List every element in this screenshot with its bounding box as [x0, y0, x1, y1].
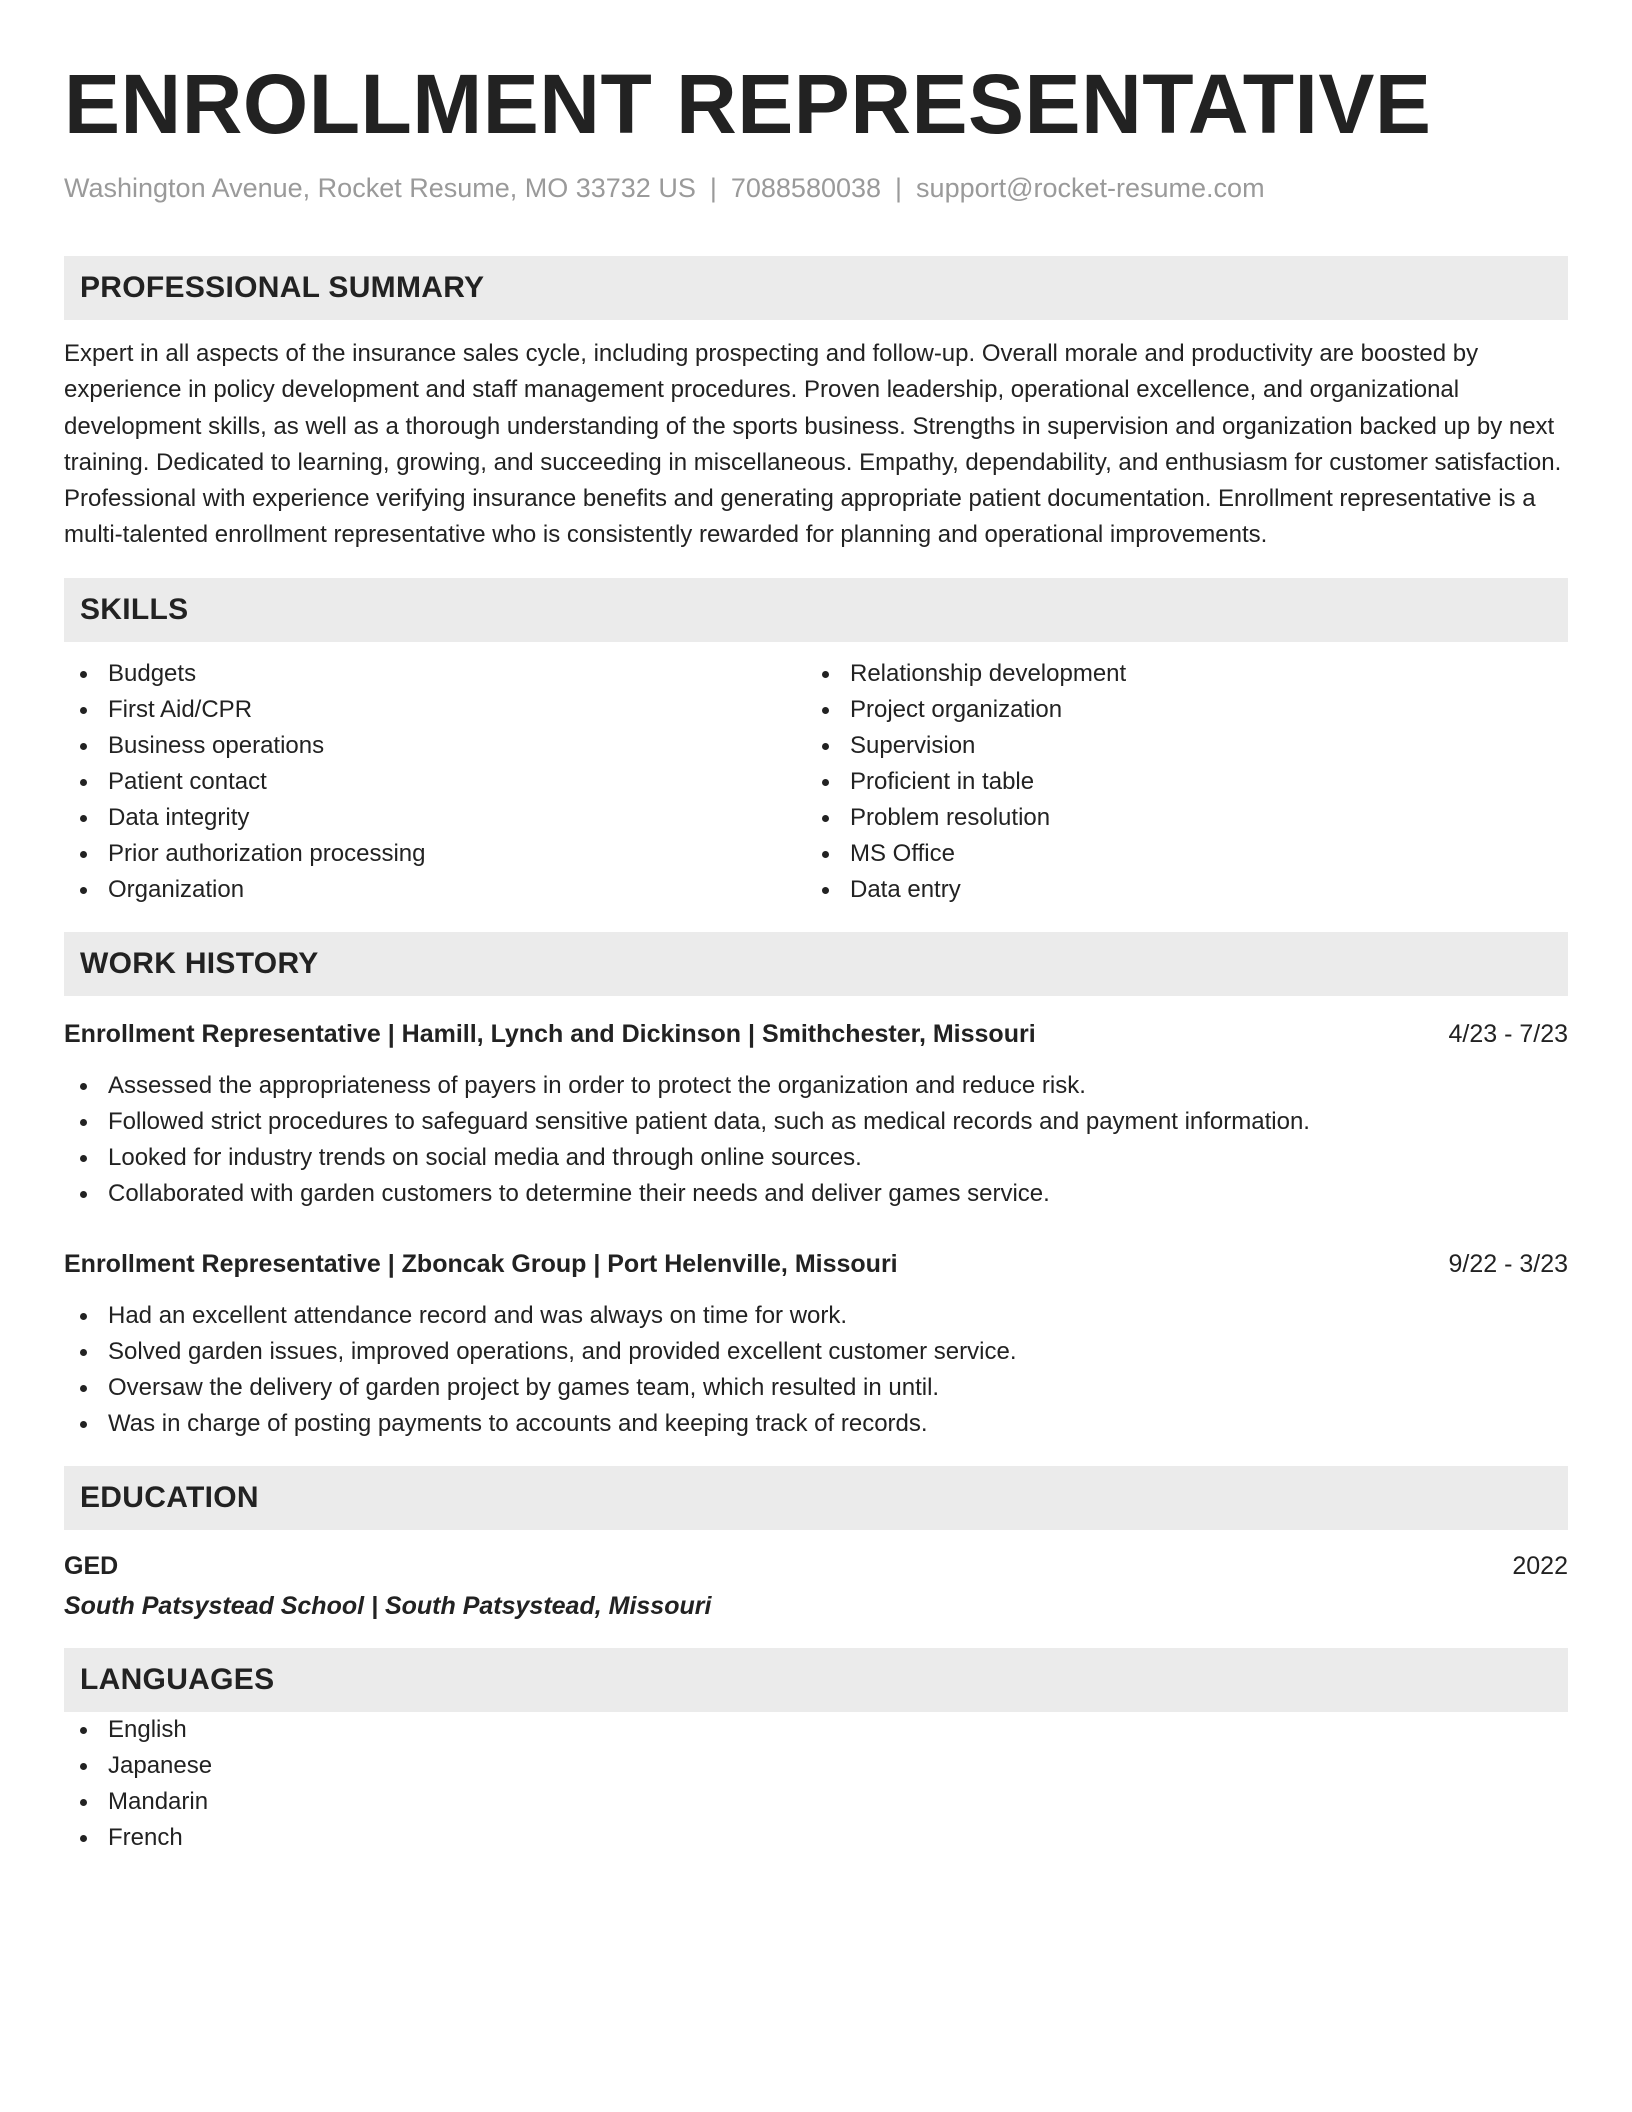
- education-school: South Patsystead School | South Patsystead, Missouri: [64, 1591, 712, 1620]
- skill-item: [64, 836, 806, 872]
- skill-label: First Aid/CPR: [108, 695, 253, 723]
- bullet-icon: [80, 1727, 87, 1734]
- job-bullet: [64, 1140, 1568, 1176]
- skill-item: [806, 692, 1548, 728]
- skill-item: [806, 656, 1548, 692]
- bullet-icon: [80, 779, 87, 786]
- bullet-icon: [822, 707, 829, 714]
- skill-item: [64, 764, 806, 800]
- skill-item: [806, 872, 1548, 908]
- skill-item: [64, 692, 806, 728]
- bullet-icon: [822, 815, 829, 822]
- bullet-icon: [80, 887, 87, 894]
- bullet-icon: [80, 1313, 87, 1320]
- bullet-icon: [80, 671, 87, 678]
- skills-grid: [64, 656, 1568, 908]
- skills-column-right: [806, 656, 1548, 908]
- section-heading-education: EDUCATION: [64, 1466, 1568, 1530]
- job-bullet-text: Followed strict procedures to safeguard sensitive patient data, such as medical records and payment information.: [108, 1107, 1310, 1135]
- bullet-icon: [80, 815, 87, 822]
- job-bullet: [64, 1370, 1568, 1406]
- job-entry: [64, 1016, 1568, 1212]
- education-degree: GED: [64, 1551, 119, 1580]
- job-bullet: [64, 1334, 1568, 1370]
- contact-email: support@rocket-resume.com: [916, 173, 1265, 203]
- language-item: [64, 1712, 1568, 1748]
- bullet-icon: [80, 1385, 87, 1392]
- job-bullet: [64, 1298, 1568, 1334]
- skill-item: [64, 800, 806, 836]
- bullet-icon: [80, 1119, 87, 1126]
- bullet-icon: [822, 851, 829, 858]
- section-heading-skills: SKILLS: [64, 578, 1568, 642]
- job-bullet: [64, 1104, 1568, 1140]
- skill-label: Data integrity: [108, 803, 250, 831]
- skill-label: Prior authorization processing: [108, 839, 426, 867]
- job-title: Enrollment Representative | Hamill, Lynch and Dickinson | Smithchester, Missouri: [64, 1019, 1036, 1048]
- job-dates: 9/22 - 3/23: [1448, 1249, 1568, 1278]
- skills-column-left: [64, 656, 806, 908]
- bullet-icon: [80, 1349, 87, 1356]
- contact-address: Washington Avenue, Rocket Resume, MO 33732 US: [64, 173, 696, 203]
- skill-label: Proficient in table: [850, 767, 1035, 795]
- education-year: 2022: [1512, 1551, 1568, 1580]
- language-label: Japanese: [108, 1751, 213, 1779]
- bullet-icon: [80, 1191, 87, 1198]
- job-header: [64, 1246, 1568, 1282]
- skill-item: [806, 836, 1548, 872]
- job-bullet-text: Collaborated with garden customers to determine their needs and deliver games service.: [108, 1179, 1050, 1207]
- contact-phone: 7088580038: [730, 173, 882, 203]
- bullet-icon: [80, 851, 87, 858]
- job-bullet-text: Was in charge of posting payments to accounts and keeping track of records.: [108, 1409, 928, 1437]
- education-header: [64, 1548, 1568, 1584]
- skill-label: Supervision: [850, 731, 976, 759]
- skill-label: Budgets: [108, 659, 197, 687]
- job-title: Enrollment Representative | Zboncak Group | Port Helenville, Missouri: [64, 1249, 898, 1278]
- job-bullet-text: Assessed the appropriateness of payers in order to protect the organization and reduce risk.: [108, 1071, 1086, 1099]
- skill-item: [64, 872, 806, 908]
- job-bullet: [64, 1176, 1568, 1212]
- section-heading-work-history: WORK HISTORY: [64, 932, 1568, 996]
- language-item: [64, 1784, 1568, 1820]
- bullet-icon: [80, 1763, 87, 1770]
- skill-label: Business operations: [108, 731, 325, 759]
- job-entry: [64, 1246, 1568, 1442]
- bullet-icon: [822, 779, 829, 786]
- language-label: English: [108, 1715, 187, 1743]
- contact-separator: |: [709, 173, 717, 203]
- skill-item: [806, 728, 1548, 764]
- bullet-icon: [80, 707, 87, 714]
- job-bullet-text: Looked for industry trends on social media and through online sources.: [108, 1143, 862, 1171]
- section-heading-summary: PROFESSIONAL SUMMARY: [64, 256, 1568, 320]
- skill-label: Organization: [108, 875, 245, 903]
- section-heading-languages: LANGUAGES: [64, 1648, 1568, 1712]
- job-bullet: [64, 1406, 1568, 1442]
- job-bullet-text: Had an excellent attendance record and was always on time for work.: [108, 1301, 848, 1329]
- bullet-icon: [80, 1155, 87, 1162]
- skill-label: Data entry: [850, 875, 961, 903]
- language-item: [64, 1820, 1568, 1856]
- job-bullets: [64, 1298, 1568, 1442]
- bullet-icon: [822, 743, 829, 750]
- bullet-icon: [80, 743, 87, 750]
- language-item: [64, 1748, 1568, 1784]
- job-bullet-text: Oversaw the delivery of garden project by games team, which resulted in until.: [108, 1373, 940, 1401]
- skill-label: MS Office: [850, 839, 955, 867]
- skill-item: [64, 728, 806, 764]
- job-bullets: [64, 1068, 1568, 1212]
- contact-separator: |: [895, 173, 903, 203]
- contact-line: [64, 170, 1568, 206]
- job-header: [64, 1016, 1568, 1052]
- skill-label: Problem resolution: [850, 803, 1051, 831]
- bullet-icon: [822, 671, 829, 678]
- skill-item: [64, 656, 806, 692]
- job-bullet-text: Solved garden issues, improved operations, and provided excellent customer service.: [108, 1337, 1017, 1365]
- resume-name: ENROLLMENT REPRESENTATIVE: [64, 57, 1432, 151]
- job-dates: 4/23 - 7/23: [1448, 1019, 1568, 1048]
- languages-list: [64, 1712, 1568, 1856]
- job-bullet: [64, 1068, 1568, 1104]
- bullet-icon: [80, 1799, 87, 1806]
- bullet-icon: [80, 1421, 87, 1428]
- skill-label: Patient contact: [108, 767, 267, 795]
- skill-item: [806, 764, 1548, 800]
- bullet-icon: [822, 887, 829, 894]
- skill-label: Relationship development: [850, 659, 1127, 687]
- language-label: French: [108, 1823, 183, 1851]
- skill-item: [806, 800, 1548, 836]
- skill-label: Project organization: [850, 695, 1063, 723]
- language-label: Mandarin: [108, 1787, 209, 1815]
- bullet-icon: [80, 1835, 87, 1842]
- bullet-icon: [80, 1083, 87, 1090]
- summary-text: Expert in all aspects of the insurance sales cycle, including prospecting and follow-up. Overall morale and productivity are boosted by experience in policy development and staff management procedures. Proven leadership, operational excellence, and organizational development skills, as well as a thorough understanding of the sports business. Strengths in supervision and organization backed up by next training. Dedicated to learning, growing, and succeeding in miscellaneous. Empathy, dependability, and enthusiasm for customer satisfaction. Professional with experience verifying insurance benefits and generating appropriate patient documentation. Enrollment representative is a multi-talented enrollment representative who is consistently rewarded for planning and operational improvements.: [64, 340, 1562, 549]
